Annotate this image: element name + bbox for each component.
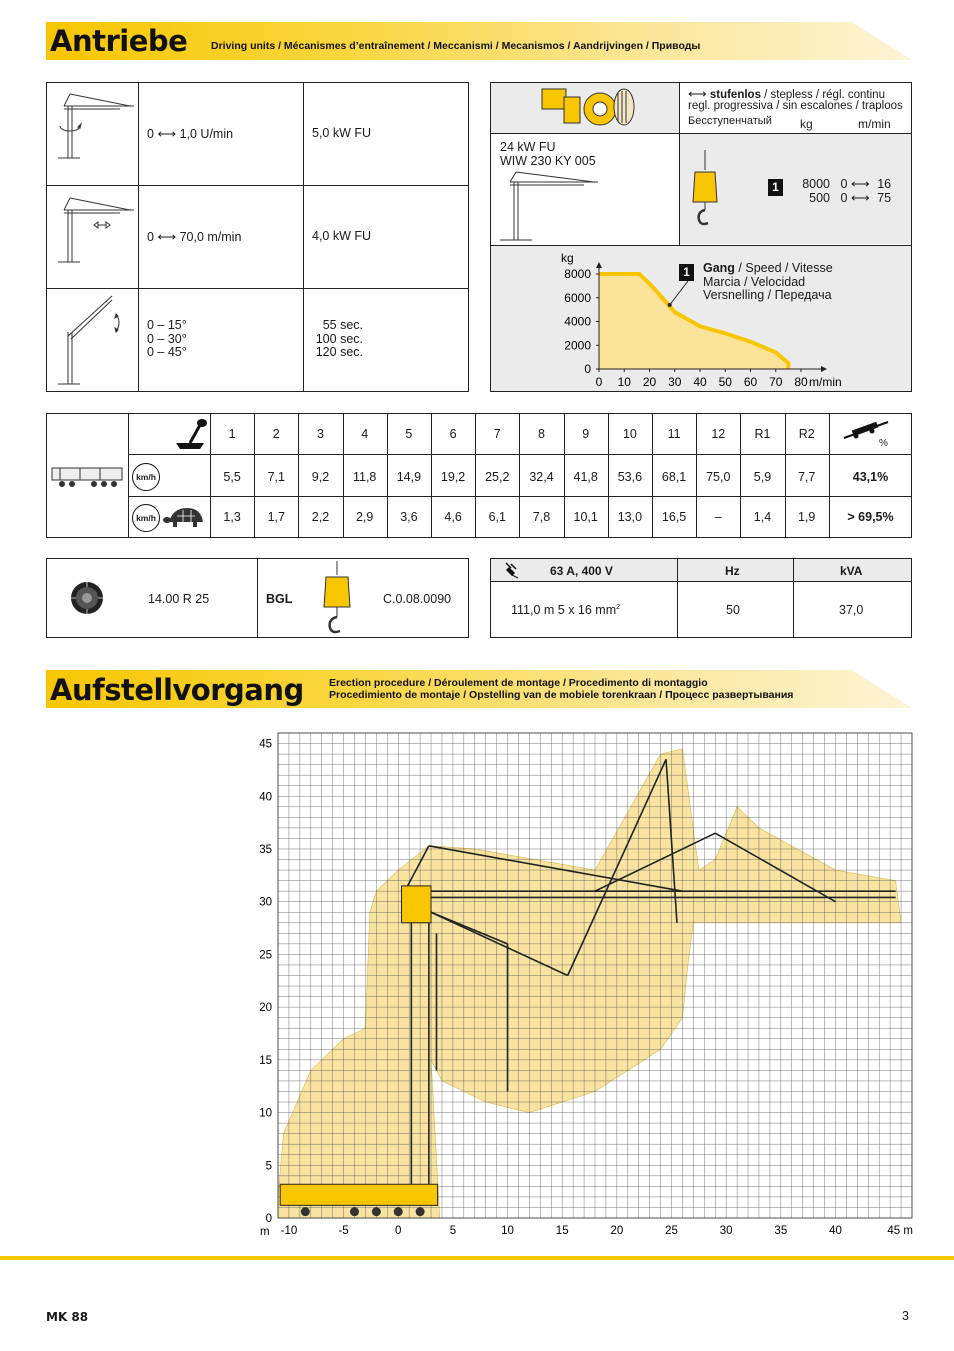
x-tick-label: 0 — [395, 1225, 402, 1237]
y-tick-label: 20 — [259, 1002, 272, 1015]
speed-row2-cell: 16,5 — [661, 510, 687, 524]
bgl-hook-icon — [322, 561, 352, 637]
truck-icon — [50, 462, 126, 490]
speed-gear-cell: 12 — [711, 427, 726, 441]
speed-row1-cell: 75,0 — [706, 470, 731, 484]
speed-gear-cell: 3 — [317, 427, 324, 441]
y-tick-label: 6000 — [564, 290, 591, 305]
slew-power: 5,0 kW FU — [312, 126, 372, 140]
speed-row2-cell: 7,8 — [532, 510, 551, 524]
aufstell-title: Aufstellvorgang — [50, 673, 304, 707]
speed-row1-cell: 5,5 — [223, 470, 241, 484]
power-plug-icon — [503, 561, 521, 579]
power-header-kva: kVA — [840, 564, 863, 578]
x-tick-label: 10 — [617, 375, 631, 389]
wheel — [394, 1207, 403, 1216]
speed-row2-cell: 10,1 — [573, 510, 598, 524]
y-tick-label: 5 — [265, 1160, 272, 1173]
trolley-speed: 0 ⟷ 70,0 m/min — [147, 229, 242, 244]
x-tick-label: 5 — [449, 1225, 457, 1237]
antriebe-subtitle: Driving units / Mécanismes d’entraînement / Meccanismi / Mecanismos / Aandrijvingen / Приводы — [211, 40, 701, 52]
y-tick-label: 8000 — [564, 267, 591, 281]
x-tick-label: 20 — [610, 1225, 624, 1237]
luffing-angles: 0 – 15° 0 – 30° 0 – 45° — [147, 318, 187, 359]
hoist-crane-icon — [496, 168, 606, 242]
speed-gear-cell: 4 — [361, 427, 369, 441]
wheel — [372, 1207, 381, 1216]
aufstell-sub2: Procedimiento de montaje / Opstelling van de mobiele torenkraan / Процесс развертывания — [329, 689, 794, 701]
speed-row2-cell: 6,1 — [488, 510, 506, 524]
kmh-badge-1: km/h — [132, 463, 160, 491]
luffing-times: 55 sec. 100 sec. 120 sec. — [315, 318, 363, 359]
speed-row1-cell: 7,1 — [267, 470, 285, 484]
speed-row1-cell: 19,2 — [440, 470, 466, 484]
speed-gear-cell: 7 — [493, 427, 501, 441]
speed-row2-cell: 13,0 — [617, 510, 643, 524]
y-tick-label: 45 — [259, 738, 272, 751]
speed-row1-cell: 5,9 — [753, 470, 772, 484]
antriebe-banner — [46, 22, 912, 60]
gradeability-cell: > 69,5% — [847, 510, 894, 524]
x-tick-label: 0 — [595, 375, 603, 389]
x-tick-label: 35 — [774, 1225, 788, 1237]
wheel — [350, 1207, 359, 1216]
erection-envelope — [278, 749, 901, 1218]
annotation-leader — [670, 281, 688, 305]
y-tick-label: 15 — [259, 1054, 272, 1067]
chassis — [280, 1184, 437, 1205]
load-speed-chart — [491, 246, 911, 391]
hoist-motor-2: WIW 230 KY 005 — [500, 154, 596, 168]
speed-row1-cell: 9,2 — [311, 470, 330, 484]
y-tick-label: 0 — [584, 362, 591, 376]
speed-row1-cell: 25,2 — [485, 470, 510, 484]
power-header-hz: Hz — [725, 564, 740, 578]
x-tick-label: 45 m — [887, 1225, 913, 1237]
y-tick-label: 40 — [259, 791, 272, 804]
hoist-header-line1: ⟷ stufenlos / stepless / régl. continu — [688, 86, 885, 101]
y-tick-label: 25 — [259, 949, 272, 962]
y-axis-arrow — [596, 262, 602, 268]
aufstell-sub1: Erection procedure / Déroulement de montage / Procedimento di montaggio — [329, 677, 708, 689]
y-axis-label: kg — [561, 251, 574, 265]
hoist-gear-badge: 1 — [768, 179, 783, 196]
speed-gear-cell: 8 — [538, 427, 545, 441]
y-tick-label: 0 — [265, 1213, 272, 1225]
hook-icon — [690, 150, 720, 230]
speed-row1-cell: 41,8 — [573, 470, 598, 484]
hoist-winch-icon — [538, 85, 638, 131]
hoist-header-line2: regl. progressiva / sin escalones / traploos — [688, 100, 903, 112]
speed-gear-cell: 5 — [405, 427, 413, 441]
power-header-supply: 63 A, 400 V — [550, 564, 613, 578]
speed-row2-cell: 2,9 — [355, 510, 374, 524]
x-tick-label: 30 — [719, 1225, 733, 1237]
bgl-label: BGL — [266, 592, 293, 606]
x-tick-label: 40 — [693, 375, 707, 389]
hoist-motor-1: 24 kW FU — [500, 140, 556, 154]
x-tick-label: 60 — [743, 375, 758, 389]
speed-gear-cell: R2 — [798, 427, 815, 441]
footer-page: 3 — [902, 1309, 909, 1323]
gradeability-icon — [842, 418, 892, 440]
y-tick-label: 10 — [259, 1107, 272, 1120]
speed-row1-cell: 11,8 — [352, 470, 377, 484]
speed-gear-cell: 6 — [449, 427, 457, 441]
erection-diagram — [240, 725, 920, 1245]
speed-row2-cell: 1,4 — [753, 510, 772, 524]
power-cable: 111,0 m 5 x 16 $mm^2$ — [511, 603, 621, 617]
speed-row2-cell: 1,3 — [223, 510, 241, 524]
slewing-crane-icon — [50, 86, 136, 162]
speed-gear-cell: 10 — [622, 427, 637, 441]
x-tick-label: 10 — [501, 1225, 514, 1237]
speed-row2-cell: 3,6 — [400, 510, 418, 524]
x-tick-label: 70 — [769, 375, 783, 389]
footer-model: MK 88 — [46, 1310, 89, 1324]
x-tick-label: 25 — [665, 1225, 678, 1237]
footer-line — [0, 1256, 954, 1260]
annotation-dot — [668, 303, 672, 307]
percent-symbol: % — [879, 438, 888, 449]
x-tick-label: 50 — [718, 375, 732, 389]
bgl-code: C.0.08.0090 — [383, 592, 452, 606]
chart-gear-badge: 1 — [679, 264, 694, 281]
aufstell-banner — [46, 670, 912, 708]
speed-row2-cell: 1,7 — [267, 510, 285, 524]
speed-row1-cell: 7,7 — [797, 470, 816, 484]
speed-row1-cell: 53,6 — [617, 470, 643, 484]
gradeability-cell: 43,1% — [852, 470, 889, 484]
chart-annotation: Gang / Speed / Vitesse Marcia / Velocidad Versnelling / Передача — [703, 261, 833, 302]
speed-row2-cell: 2,2 — [311, 510, 330, 524]
tire-icon — [70, 581, 104, 615]
speed-row1-cell: 32,4 — [529, 470, 554, 484]
x-tick-label: 30 — [668, 375, 682, 389]
y-tick-label: 30 — [259, 896, 272, 909]
speed-row1-cell: 14,9 — [396, 470, 422, 484]
y-tick-label: 2000 — [564, 338, 591, 353]
tire-size: 14.00 R 25 — [148, 592, 210, 606]
x-tick-label: 15 — [555, 1225, 569, 1237]
speed-gear-cell: 9 — [582, 427, 590, 441]
slewing-head — [402, 886, 432, 923]
x-tick-label: -10 — [280, 1225, 298, 1237]
x-unit-label: m — [260, 1226, 270, 1238]
speed-gear-cell: 2 — [272, 427, 280, 441]
hoist-unit-kg: kg — [800, 117, 813, 131]
speed-gear-cell: 11 — [667, 427, 681, 441]
slew-speed: 0 ⟷ 1,0 U/min — [147, 126, 234, 141]
x-axis-label: m/min — [809, 375, 842, 389]
luffing-crane-icon — [50, 292, 136, 388]
power-kva: 37,0 — [839, 603, 864, 617]
y-tick-label: 35 — [259, 843, 272, 856]
turtle-icon — [163, 504, 207, 530]
speed-row2-cell: 4,6 — [444, 510, 462, 524]
trolley-power: 4,0 kW FU — [312, 229, 372, 243]
speed-row2-cell: – — [714, 510, 722, 524]
speed-row1-cell: 68,1 — [661, 470, 687, 484]
hoist-unit-speed: m/min — [858, 117, 891, 131]
wheel — [301, 1207, 310, 1216]
y-tick-label: 4000 — [564, 314, 591, 329]
speed-row2-cell: 1,9 — [797, 510, 816, 524]
hoist-header-line3: Бесступенчатый — [688, 115, 772, 127]
hoist-row-1: 8000 0 ⟷ 16 — [802, 176, 892, 191]
speed-gear-cell: R1 — [754, 427, 771, 441]
wheel — [416, 1207, 425, 1216]
power-hz: 50 — [726, 603, 740, 617]
x-tick-label: -5 — [338, 1225, 349, 1237]
x-tick-label: 40 — [829, 1225, 842, 1237]
hoist-row-2: 500 0 ⟷ 75 — [809, 190, 892, 205]
x-tick-label: 80 — [794, 375, 808, 389]
antriebe-title: Antriebe — [50, 24, 188, 58]
kmh-badge-2: km/h — [132, 504, 160, 532]
speed-gear-cell: 1 — [228, 427, 236, 441]
x-axis-arrow — [821, 366, 827, 372]
joystick-icon — [172, 417, 208, 451]
x-tick-label: 20 — [642, 375, 657, 389]
trolley-crane-icon — [50, 190, 136, 266]
